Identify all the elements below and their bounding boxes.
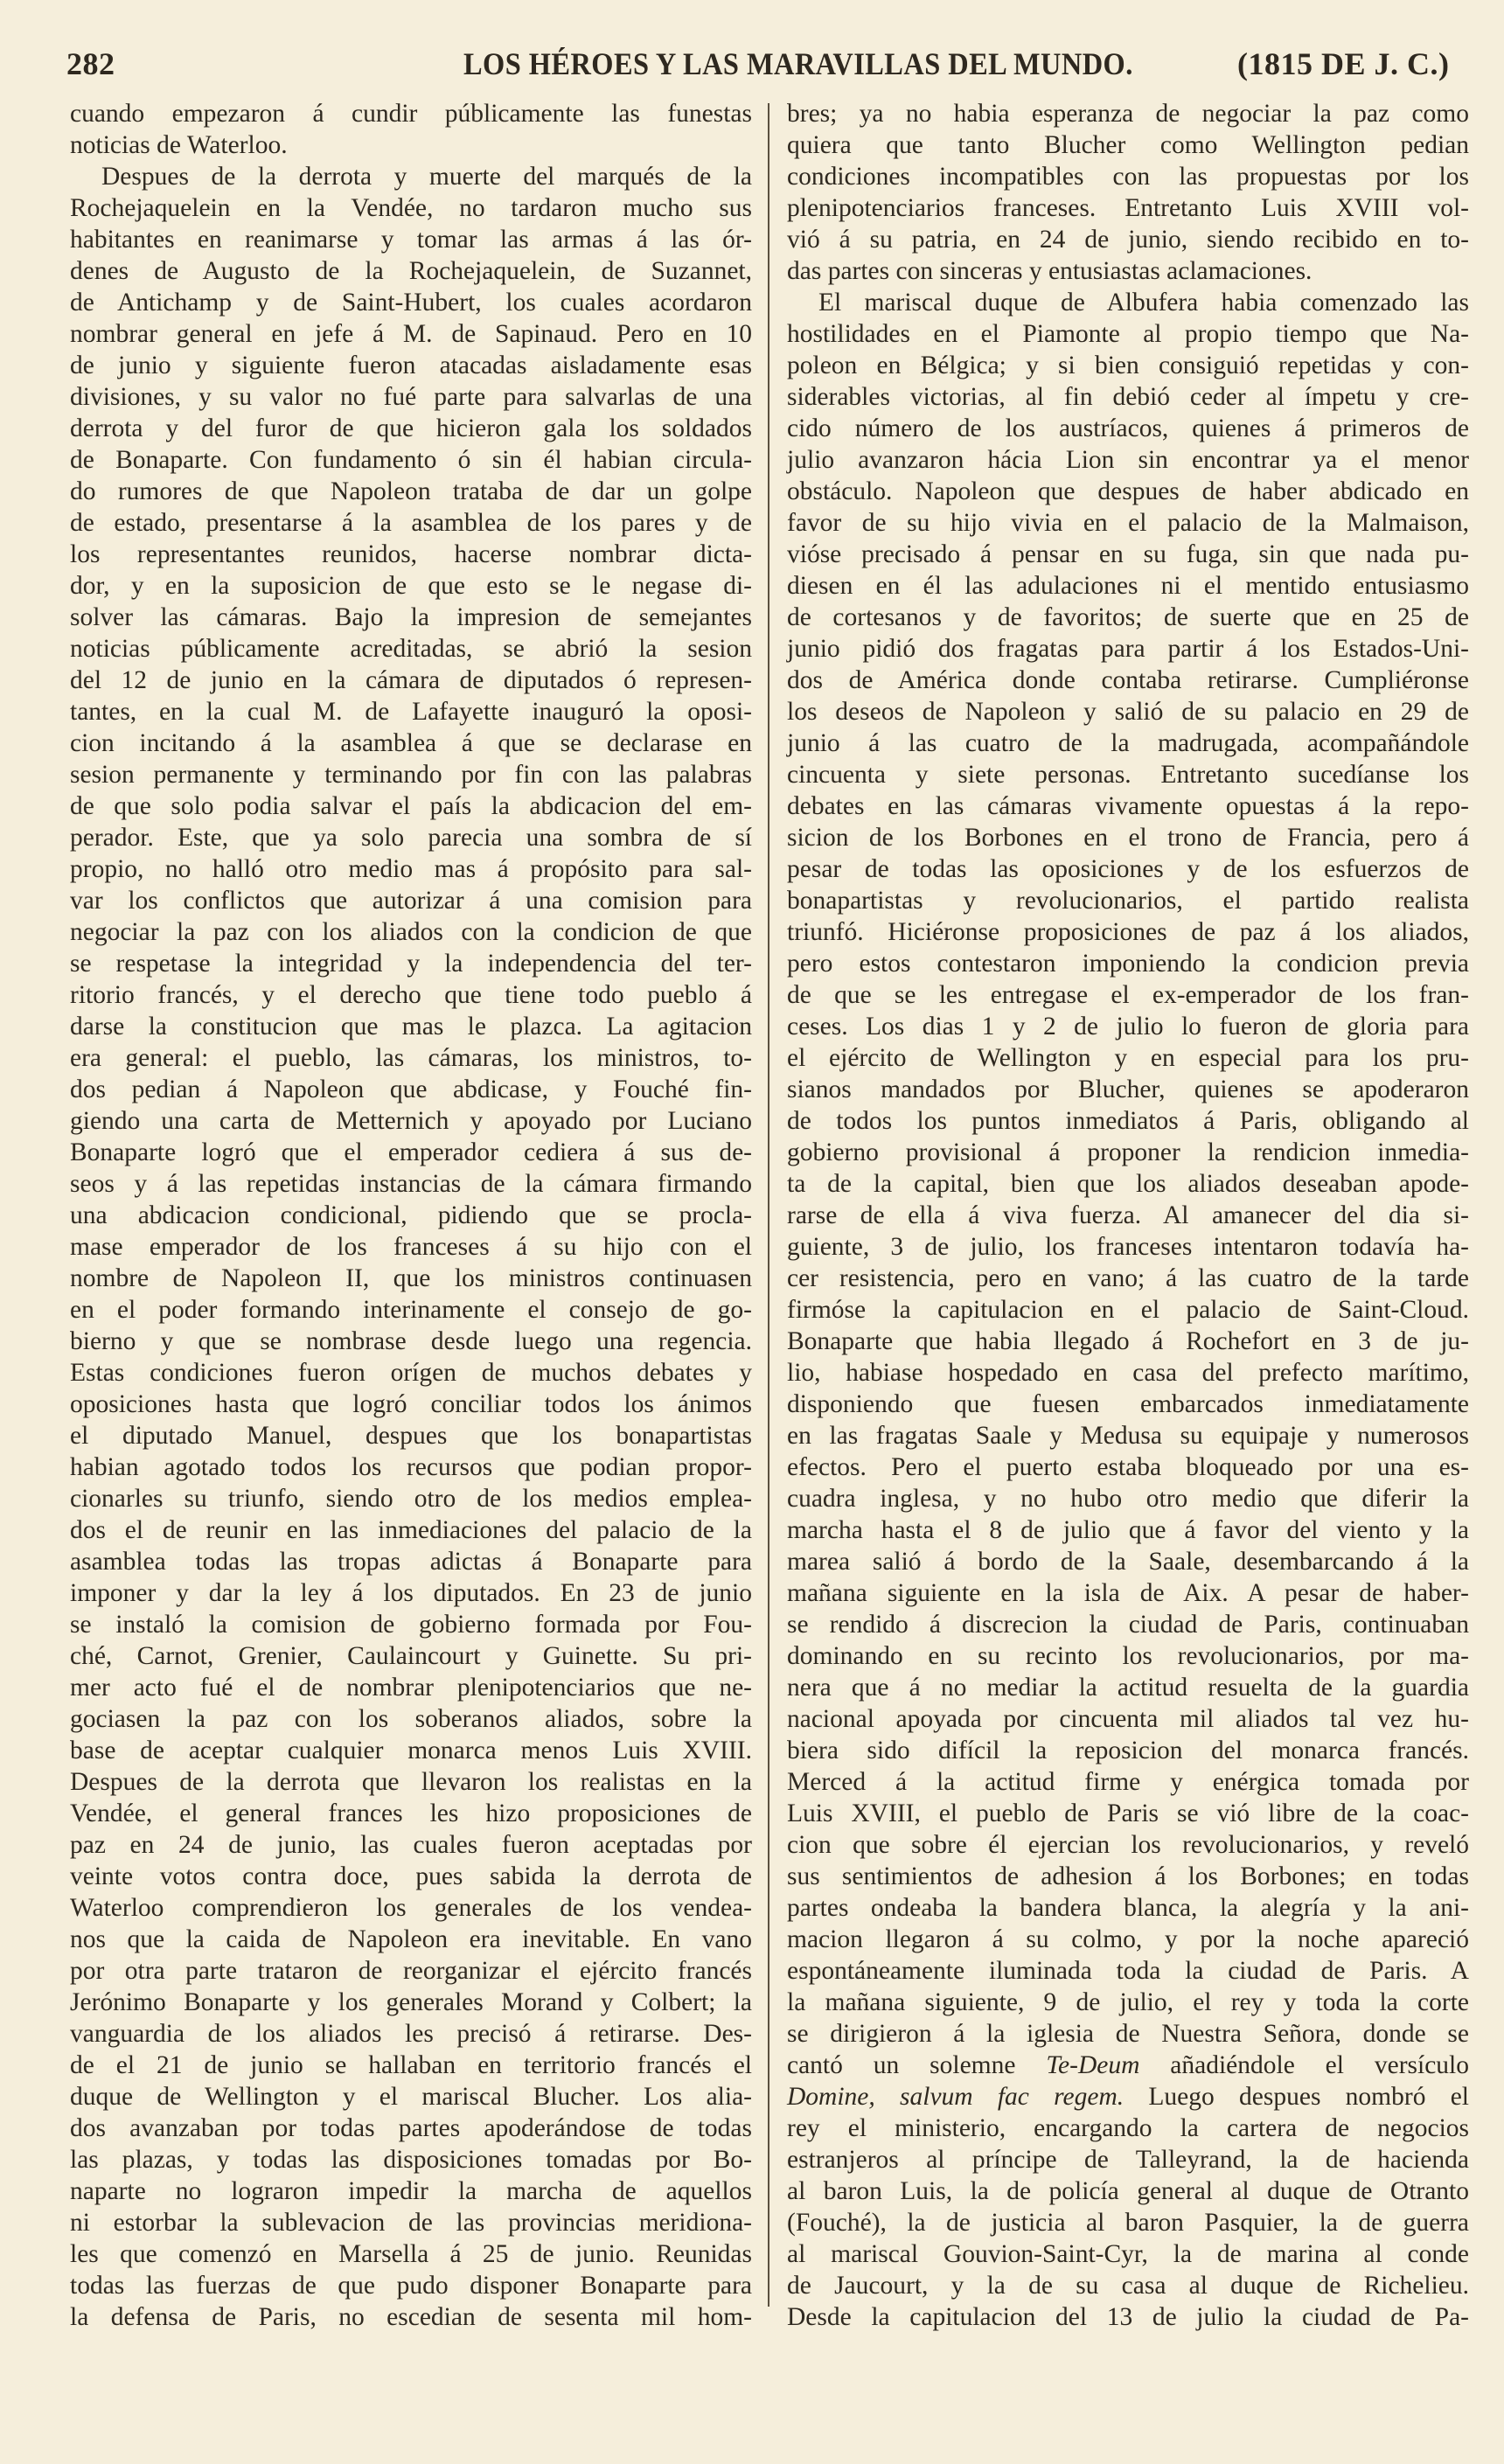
text-line: derrota y del furor de que hicieron gala los soldados: [70, 414, 752, 442]
text-line: era general: el pueblo, las cámaras, los ministros, to-: [70, 1044, 752, 1072]
text-line: Rochejaquelein en la Vendée, no tardaron mucho sus: [70, 194, 752, 222]
text-line: habian agotado todos los recursos que podian propor-: [70, 1453, 752, 1481]
text-segment: cantó un solemne: [787, 2051, 1047, 2079]
text-line: condiciones incompatibles con las propuestas por los: [787, 163, 1469, 191]
text-line: Waterloo comprendieron los generales de los vendea-: [70, 1894, 752, 1922]
text-line: Bonaparte que habia llegado á Rochefort en 3 de ju-: [787, 1327, 1469, 1355]
text-line: asamblea todas las tropas adictas á Bonaparte para: [70, 1548, 752, 1576]
text-line: ta de la capital, bien que los aliados deseaban apode-: [787, 1170, 1469, 1198]
text-line: (Fouché), la de justicia al baron Pasquier, la de guerra: [787, 2209, 1469, 2237]
text-line: de Antichamp y de Saint-Hubert, los cuales acordaron: [70, 289, 752, 317]
text-line: [787, 2050, 1469, 2081]
text-line: darse la constitucion que mas le plazca. La agitacion: [70, 1013, 752, 1041]
text-line: naparte no lograron impedir la marcha de aquellos: [70, 2177, 752, 2205]
text-line: mer acto fué el de nombrar plenipotenciarios que ne-: [70, 1674, 752, 1702]
text-line: ché, Carnot, Grenier, Caulaincourt y Guinette. Su pri-: [70, 1642, 752, 1670]
text-line: el diputado Manuel, despues que los bonapartistas: [70, 1422, 752, 1450]
text-line: Desde la capitulacion del 13 de julio la ciudad de Pa-: [787, 2303, 1469, 2331]
text-line: siderables victorias, al fin debió ceder al ímpetu y cre-: [787, 383, 1469, 411]
text-line: cincuenta y siete personas. Entretanto sucedíanse los: [787, 761, 1469, 789]
text-line: de Bonaparte. Con fundamento ó sin él habian circula-: [70, 446, 752, 474]
text-line: bierno y que se nombrase desde luego una regencia.: [70, 1327, 752, 1355]
text-line: tantes, en la cual M. de Lafayette inauguró la oposi-: [70, 698, 752, 726]
text-line: todas las fuerzas de que pudo disponer Bonaparte para: [70, 2272, 752, 2300]
text-line: diesen en él las adulaciones ni el mentido entusiasmo: [787, 572, 1469, 600]
text-line: se instaló la comision de gobierno formada por Fou-: [70, 1611, 752, 1639]
text-line: imponer y dar la ley á los diputados. En 23 de junio: [70, 1579, 752, 1607]
text-line: junio á las cuatro de la madrugada, acompañándole: [787, 729, 1469, 757]
text-line: firmóse la capitulacion en el palacio de Saint-Cloud.: [787, 1296, 1469, 1324]
text-line: vióse precisado á pensar en su fuga, sin que nada pu-: [787, 540, 1469, 568]
text-line: noticias públicamente acreditadas, se abrió la sesion: [70, 635, 752, 663]
text-line: cuadra inglesa, y no hubo otro medio que diferir la: [787, 1485, 1469, 1513]
text-line: dos el de reunir en las inmediaciones del palacio de la: [70, 1516, 752, 1544]
text-line: les que comenzó en Marsella á 25 de junio. Reunidas: [70, 2240, 752, 2268]
text-line: sesion permanente y terminando por fin con las palabras: [70, 761, 752, 789]
text-line: duque de Wellington y el mariscal Blucher. Los alia-: [70, 2083, 752, 2111]
text-line: marcha hasta el 8 de julio que á favor del viento y la: [787, 1516, 1469, 1544]
text-line: una abdicacion condicional, pidiendo que se procla-: [70, 1201, 752, 1229]
text-line: dos de América donde contaba retirarse. Cumpliéronse: [787, 666, 1469, 694]
text-line: efectos. Pero el puerto estaba bloqueado por una es-: [787, 1453, 1469, 1481]
text-line: al baron Luis, la de policía general al duque de Otranto: [787, 2177, 1469, 2205]
text-line: estranjeros al príncipe de Talleyrand, la de hacienda: [787, 2146, 1469, 2174]
text-line: sus sentimientos de adhesion á los Borbones; en todas: [787, 1862, 1469, 1890]
text-line: de el 21 de junio se hallaban en territorio francés el: [70, 2051, 752, 2079]
text-line: giendo una carta de Metternich y apoyado por Luciano: [70, 1107, 752, 1135]
text-line: vió á su patria, en 24 de junio, siendo recibido en to-: [787, 226, 1469, 254]
text-line: Merced á la actitud firme y enérgica tomada por: [787, 1768, 1469, 1796]
text-line: sicion de los Borbones en el trono de Francia, pero á: [787, 824, 1469, 852]
text-line: El mariscal duque de Albufera habia comenzado las: [818, 289, 1469, 317]
text-line: lio, habiase hospedado en casa del prefecto marítimo,: [787, 1359, 1469, 1387]
text-line: [787, 2081, 1469, 2112]
text-line: cionarles su triunfo, siendo otro de los medios emplea-: [70, 1485, 752, 1513]
text-line: se respetase la integridad y la independencia del ter-: [70, 950, 752, 978]
text-line: bonapartistas y revolucionarios, el partido realista: [787, 887, 1469, 915]
text-line: vanguardia de los aliados les precisó á retirarse. Des-: [70, 2020, 752, 2048]
text-line: dos avanzaban por todas partes apoderándose de todas: [70, 2114, 752, 2142]
text-line: de estado, presentarse á la asamblea de los pares y de: [70, 509, 752, 537]
text-line: nacional apoyada por cincuenta mil aliados tal vez hu-: [787, 1705, 1469, 1733]
italic-text: Te-Deum: [1046, 2051, 1140, 2079]
text-line: noticias de Waterloo.: [70, 131, 288, 159]
text-line: las plazas, y todas las disposiciones tomadas por Bo-: [70, 2146, 752, 2174]
text-line: sianos mandados por Blucher, quienes se apoderaron: [787, 1075, 1469, 1103]
text-line: al mariscal Gouvion-Saint-Cyr, la de marina al conde: [787, 2240, 1469, 2268]
text-line: rey el ministerio, encargando la cartera de negocios: [787, 2114, 1469, 2142]
text-line: poleon en Bélgica; y si bien consiguió repetidas y con-: [787, 352, 1469, 379]
text-line: del 12 de junio en la cámara de diputados ó represen-: [70, 666, 752, 694]
text-segment: Luego despues nombró el: [1124, 2083, 1469, 2111]
text-line: los representantes reunidos, hacerse nombrar dicta-: [70, 540, 752, 568]
text-line: cer resistencia, pero en vano; á las cuatro de la tarde: [787, 1264, 1469, 1292]
text-line: veinte votos contra doce, pues sabida la derrota de: [70, 1862, 752, 1890]
text-line: por otra parte trataron de reorganizar el ejército francés: [70, 1957, 752, 1985]
text-line: mañana siguiente en la isla de Aix. A pesar de haber-: [787, 1579, 1469, 1607]
text-line: ritorio francés, y el derecho que tiene todo pueblo á: [70, 981, 752, 1009]
text-line: solver las cámaras. Bajo la impresion de semejantes: [70, 603, 752, 631]
text-line: nombre de Napoleon II, que los ministros continuasen: [70, 1264, 752, 1292]
text-line: cion incitando á la asamblea á que se declarase en: [70, 729, 752, 757]
text-line: das partes con sinceras y entusiastas aclamaciones.: [787, 257, 1313, 285]
text-line: macion llegaron á su colmo, y por la noche apareció: [787, 1925, 1469, 1953]
column-divider: [768, 103, 769, 2307]
text-line: Bonaparte logró que el emperador cediera á sus de-: [70, 1138, 752, 1166]
text-segment: añadiéndole el versículo: [1139, 2051, 1469, 2079]
text-line: plenipotenciarios franceses. Entretanto Luis XVIII vol-: [787, 194, 1469, 222]
text-line: se rendido á discrecion la ciudad de Paris, continuaban: [787, 1611, 1469, 1639]
text-line: Despues de la derrota y muerte del marqués de la: [101, 163, 752, 191]
text-line: favor de su hijo vivia en el palacio de la Malmaison,: [787, 509, 1469, 537]
text-line: nombrar general en jefe á M. de Sapinaud. Pero en 10: [70, 320, 752, 348]
text-line: perador. Este, que ya solo parecia una sombra de sí: [70, 824, 752, 852]
text-line: guiente, 3 de julio, los franceses intentaron todavía ha-: [787, 1233, 1469, 1261]
text-line: divisiones, y su valor no fué parte para salvarlas de una: [70, 383, 752, 411]
text-line: dominando en su recinto los revolucionarios, por ma-: [787, 1642, 1469, 1670]
text-line: cuando empezaron á cundir públicamente las funestas: [70, 100, 752, 128]
italic-text: Domine, salvum fac regem.: [787, 2083, 1125, 2111]
running-title: LOS HÉROES Y LAS MARAVILLAS DEL MUNDO.: [463, 46, 1133, 81]
text-line: de junio y siguiente fueron atacadas aisladamente esas: [70, 352, 752, 379]
text-line: en las fragatas Saale y Medusa su equipaje y numerosos: [787, 1422, 1469, 1450]
text-line: base de aceptar cualquier monarca menos Luis XVIII.: [70, 1737, 752, 1764]
text-line: bres; ya no habia esperanza de negociar la paz como: [787, 100, 1469, 128]
text-line: de todos los puntos inmediatos á Paris, obligando al: [787, 1107, 1469, 1135]
text-line: se dirigieron á la iglesia de Nuestra Señora, donde se: [787, 2020, 1469, 2048]
text-line: paz en 24 de junio, las cuales fueron aceptadas por: [70, 1831, 752, 1859]
text-line: obstáculo. Napoleon que despues de haber abdicado en: [787, 477, 1469, 505]
text-line: pesar de todas las oposiciones y de los esfuerzos de: [787, 855, 1469, 883]
text-line: los deseos de Napoleon y salió de su palacio en 29 de: [787, 698, 1469, 726]
text-line: dos pedian á Napoleon que abdicase, y Fouché fin-: [70, 1075, 752, 1103]
text-line: rarse de ella á viva fuerza. Al amanecer del dia si-: [787, 1201, 1469, 1229]
text-line: Luis XVIII, el pueblo de Paris se vió libre de la coac-: [787, 1799, 1469, 1827]
left-column: [70, 98, 752, 2333]
text-line: de que solo podia salvar el país la abdicacion del em-: [70, 792, 752, 820]
text-line: negociar la paz con los aliados con la condicion de que: [70, 918, 752, 946]
text-line: denes de Augusto de la Rochejaquelein, de Suzannet,: [70, 257, 752, 285]
text-line: espontáneamente iluminada toda la ciudad de Paris. A: [787, 1957, 1469, 1985]
text-line: gobierno provisional á proponer la rendicion inmedia-: [787, 1138, 1469, 1166]
text-line: partes ondeaba la bandera blanca, la alegría y la ani-: [787, 1894, 1469, 1922]
running-date: (1815 DE J. C.): [1237, 46, 1450, 81]
text-line: el ejército de Wellington y en especial para los pru-: [787, 1044, 1469, 1072]
text-line: Estas condiciones fueron orígen de muchos debates y: [70, 1359, 752, 1387]
text-line: de Jaucourt, y la de su casa al duque de Richelieu.: [787, 2272, 1469, 2300]
text-line: debates en las cámaras vivamente opuestas á la repo-: [787, 792, 1469, 820]
text-line: nos que la caida de Napoleon era inevitable. En vano: [70, 1925, 752, 1953]
text-line: triunfó. Hiciéronse proposiciones de paz á los aliados,: [787, 918, 1469, 946]
text-line: oposiciones hasta que logró conciliar todos los ánimos: [70, 1390, 752, 1418]
text-line: la defensa de Paris, no escedian de sesenta mil hom-: [70, 2303, 752, 2331]
text-line: marea salió á bordo de la Saale, desembarcando á la: [787, 1548, 1469, 1576]
text-line: ceses. Los dias 1 y 2 de julio lo fueron de gloria para: [787, 1013, 1469, 1041]
text-line: hostilidades en el Piamonte al propio tiempo que Na-: [787, 320, 1469, 348]
text-line: junio pidió dos fragatas para partir á los Estados-Uni-: [787, 635, 1469, 663]
text-line: ni estorbar la sublevacion de las provincias meridiona-: [70, 2209, 752, 2237]
text-line: biera sido difícil la reposicion del monarca francés.: [787, 1737, 1469, 1764]
text-line: do rumores de que Napoleon trataba de dar un golpe: [70, 477, 752, 505]
text-line: Despues de la derrota que llevaron los realistas en la: [70, 1768, 752, 1796]
page-number: 282: [66, 46, 115, 81]
text-line: cido número de los austríacos, quienes á primeros de: [787, 414, 1469, 442]
text-line: Vendée, el general frances les hizo proposiciones de: [70, 1799, 752, 1827]
text-line: gociasen la paz con los soberanos aliados, sobre la: [70, 1705, 752, 1733]
text-line: pero estos contestaron imponiendo la condicion previa: [787, 950, 1469, 978]
text-line: Jerónimo Bonaparte y los generales Morand y Colbert; la: [70, 1988, 752, 2016]
text-line: dor, y en la suposicion de que esto se le negase di-: [70, 572, 752, 600]
text-line: seos y á las repetidas instancias de la cámara firmando: [70, 1170, 752, 1198]
text-line: la mañana siguiente, 9 de julio, el rey y toda la corte: [787, 1988, 1469, 2016]
text-line: julio avanzaron hácia Lion sin encontrar ya el menor: [787, 446, 1469, 474]
text-line: cion que sobre él ejercian los revolucionarios, y reveló: [787, 1831, 1469, 1859]
text-line: nera que á no mediar la actitud resuelta de la guardia: [787, 1674, 1469, 1702]
text-line: mase emperador de los franceses á su hijo con el: [70, 1233, 752, 1261]
text-line: var los conflictos que autorizar á una comision para: [70, 887, 752, 915]
text-line: de cortesanos y de favoritos; de suerte que en 25 de: [787, 603, 1469, 631]
text-line: habitantes en reanimarse y tomar las armas á las ór-: [70, 226, 752, 254]
text-line: disponiendo que fuesen embarcados inmediatamente: [787, 1390, 1469, 1418]
text-line: en el poder formando interinamente el consejo de go-: [70, 1296, 752, 1324]
right-column: [787, 98, 1469, 2333]
text-line: de que se les entregase el ex-emperador de los fran-: [787, 981, 1469, 1009]
text-line: propio, no halló otro medio mas á propósito para sal-: [70, 855, 752, 883]
text-line: quiera que tanto Blucher como Wellington pedian: [787, 131, 1469, 159]
